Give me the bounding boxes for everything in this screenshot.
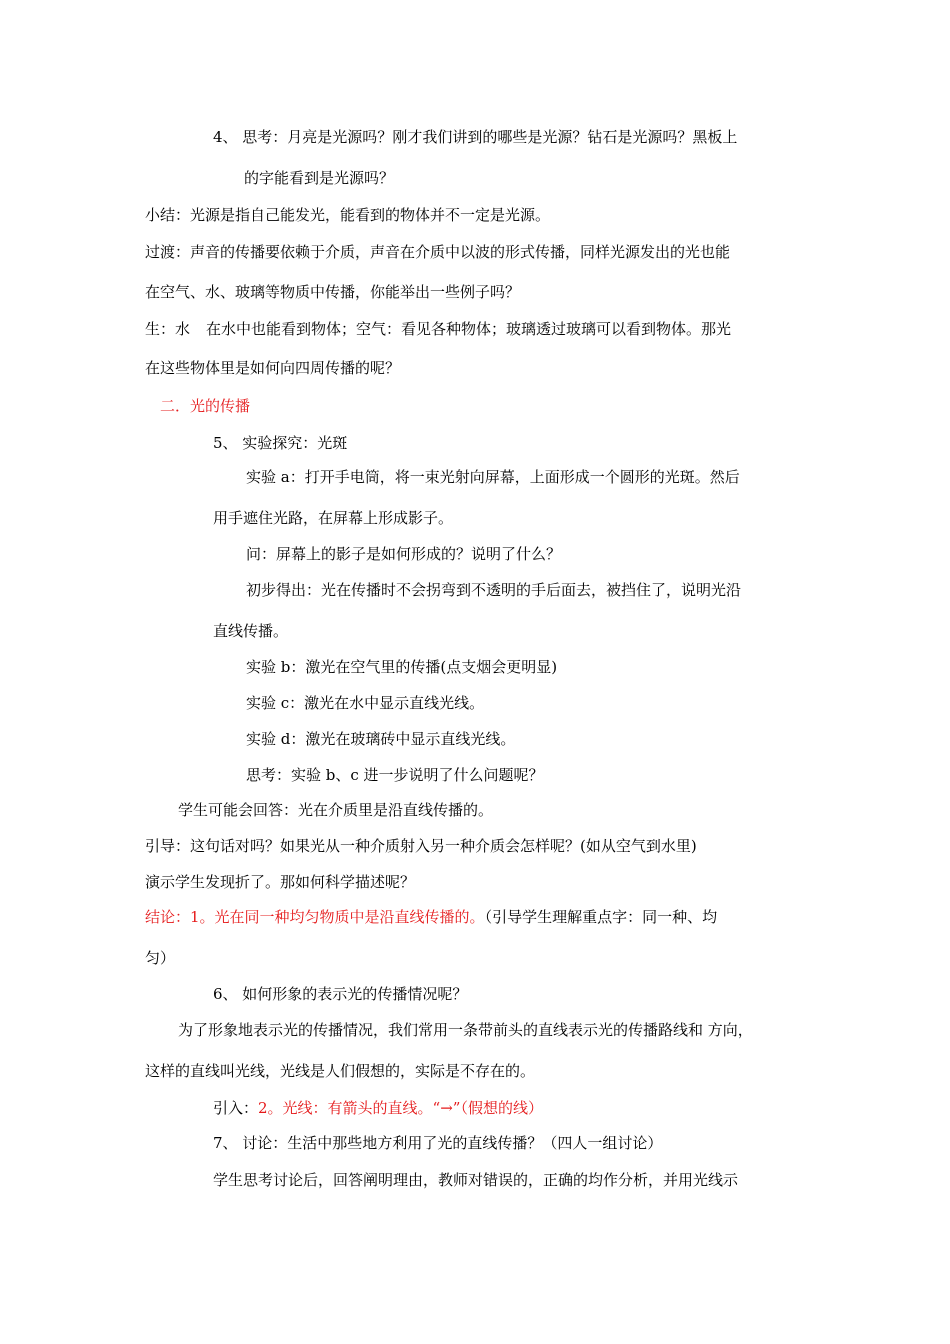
representation-line-1: 为了形象地表示光的传播情况，我们常用一条带前头的直线表示光的传播路线和 方向， <box>178 1021 753 1039</box>
experiment-c-line: 实验 c：激光在水中显示直线光线。 <box>246 694 485 712</box>
question-ask-line: 问：屏幕上的影子是如何形成的？说明了什么？ <box>246 545 562 563</box>
question-5-line: 5、 实验探究：光斑 <box>213 434 348 452</box>
introduction-label: 引入： <box>213 1099 259 1117</box>
conclusion-note: （引导学生理解重点字：同一种、均 <box>484 908 718 926</box>
transition-line-2: 在空气、水、玻璃等物质中传播，你能举出一些例子吗？ <box>145 283 521 301</box>
conclusion-label: 结论： <box>145 908 191 926</box>
question-4-line-1: 4、 思考：月亮是光源吗？刚才我们讲到的哪些是光源？钻石是光源吗？黑板上 <box>213 128 738 146</box>
question-4-line-2: 的字能看到是光源吗？ <box>244 169 395 187</box>
summary-line: 小结：光源是指自己能发光，能看到的物体并不一定是光源。 <box>145 206 551 224</box>
experiment-a-line-2: 用手遮住光路，在屏幕上形成影子。 <box>213 509 454 527</box>
think-line: 思考：实验 b、c 进一步说明了什么问题呢？ <box>246 766 544 784</box>
student-answer-label: 生：水 <box>145 320 191 338</box>
student-answer-line-2: 在这些物体里是如何向四周传播的呢？ <box>145 359 401 377</box>
section-heading: 二．光的传播 <box>160 397 251 415</box>
introduction-statement: 2。光线：有箭头的直线。“→”（假想的线） <box>258 1099 543 1117</box>
experiment-b-line: 实验 b：激光在空气里的传播(点支烟会更明显) <box>246 658 558 676</box>
transition-line-1: 过渡：声音的传播要依赖于介质，声音在介质中以波的形式传播，同样光源发出的光也能 <box>145 243 731 261</box>
student-answer-text: 在水中也能看到物体；空气：看见各种物体；玻璃透过玻璃可以看到物体。那光 <box>206 320 732 338</box>
experiment-a-line-1: 实验 a：打开手电筒，将一束光射向屏幕，上面形成一个圆形的光斑。然后 <box>246 468 740 486</box>
discussion-line: 学生思考讨论后，回答阐明理由，教师对错误的，正确的均作分析，并用光线示 <box>213 1171 739 1189</box>
introduction-line <box>213 1098 543 1118</box>
experiment-d-line: 实验 d：激光在玻璃砖中显示直线光线。 <box>246 730 516 748</box>
preliminary-conclusion-line-2: 直线传播。 <box>213 622 289 640</box>
demo-line: 演示学生发现折了。那如何科学描述呢？ <box>145 873 416 891</box>
question-7-line: 7、 讨论：生活中那些地方利用了光的直线传播？（四人一组讨论） <box>213 1134 663 1152</box>
preliminary-conclusion-line-1: 初步得出：光在传播时不会拐弯到不透明的手后面去，被挡住了，说明光沿 <box>246 581 742 599</box>
representation-line-2: 这样的直线叫光线，光线是人们假想的，实际是不存在的。 <box>145 1062 536 1080</box>
conclusion-line-1 <box>145 907 717 927</box>
conclusion-statement: 1。光在同一种均匀物质中是沿直线传播的。 <box>190 908 485 926</box>
question-6-line: 6、 如何形象的表示光的传播情况呢？ <box>213 985 468 1003</box>
student-answer-line-1 <box>145 319 731 339</box>
conclusion-line-2: 匀） <box>145 949 176 967</box>
guide-line: 引导：这句话对吗？如果光从一种介质射入另一种介质会怎样呢？(如从空气到水里) <box>145 837 697 855</box>
student-answer-line: 学生可能会回答：光在介质里是沿直线传播的。 <box>178 801 494 819</box>
